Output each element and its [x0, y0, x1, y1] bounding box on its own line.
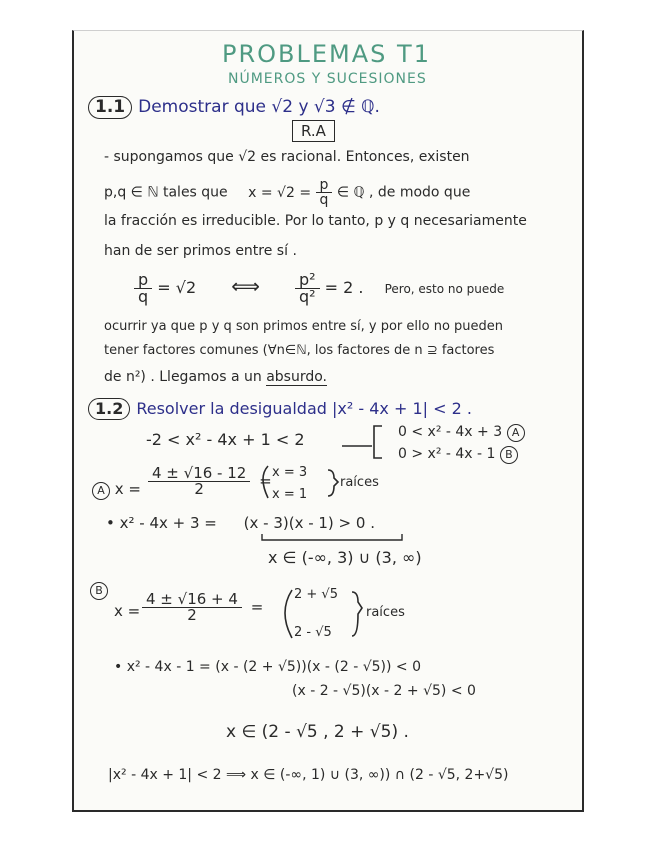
denominator: q² [298, 287, 316, 306]
inequality-chain: -2 < x² - 4x + 1 < 2 [146, 430, 305, 449]
text-fragment: de n²) . Llegamos a un [104, 369, 262, 385]
final-answer: |x² - 4x + 1| < 2 ⟹ x ∈ (-∞, 1) ∪ (3, ∞)) ∩ (2 - √5, 2+√5) [108, 767, 509, 783]
case-b-mark: B [90, 582, 108, 600]
problem-number: 1.2 [88, 398, 130, 420]
text-fragment: ∈ ℚ , de modo que [336, 184, 471, 201]
text-line: ocurrir ya que p y q son primos entre sí, y por ello no pueden [104, 319, 504, 334]
text-fragment: • x² - 4x + 3 = [106, 514, 217, 532]
equivalence-arrow: ⟺ [231, 274, 260, 298]
denominator: 2 [187, 606, 197, 624]
text-line: han de ser primos entre sí . [104, 243, 297, 259]
roots-label: raíces [340, 475, 379, 490]
case-a-mark: A [507, 424, 525, 442]
text-fragment: 0 < x² - 4x + 3 [398, 424, 503, 440]
text-fragment: = √2 [157, 278, 197, 297]
numerator: 4 ± √16 - 12 [148, 466, 250, 482]
text-line: tener factores comunes (∀n∈ℕ, los factores de n ⊇ factores [104, 343, 495, 358]
text-line: - supongamos que √2 es racional. Entonces, existen [104, 149, 470, 165]
case-a-solution: x ∈ (-∞, 3) ∪ (3, ∞) [268, 548, 422, 567]
denominator: q [138, 287, 149, 306]
text-fragment: (x - 3)(x - 1) > 0 . [243, 514, 375, 532]
comment: Pero, esto no puede [384, 282, 505, 296]
problem-number: 1.1 [88, 96, 132, 119]
page-subtitle: NÚMEROS Y SUCESIONES [228, 71, 427, 87]
numerator: p² [295, 272, 320, 289]
case-a-root: x = 1 [272, 487, 308, 502]
underlined-word: absurdo. [266, 369, 328, 385]
text-fragment: 0 > x² - 4x - 1 [398, 446, 496, 462]
problem-statement: Resolver la desigualdad |x² - 4x + 1| < 2 . [136, 399, 472, 418]
numerator: p [316, 178, 333, 193]
numerator: p [134, 272, 152, 289]
case-b-factorization: • x² - 4x - 1 = (x - (2 + √5))(x - (2 - √5)) < 0 [114, 659, 422, 675]
case-b-solution: x ∈ (2 - √5 , 2 + √5) . [226, 722, 409, 742]
denominator: 2 [194, 480, 204, 498]
text-fragment: = 2 . [324, 278, 364, 297]
case-b-mark: B [500, 446, 518, 464]
case-a-root: x = 3 [272, 465, 308, 480]
equals-sign: = [250, 598, 264, 616]
text-fragment: x = √2 = [248, 184, 312, 201]
text-fragment: x = [114, 480, 141, 498]
roots-label: raíces [366, 605, 405, 620]
equals-sign: = [259, 472, 272, 490]
case-b-x-label: x = [114, 602, 141, 620]
text-line: la fracción es irreducible. Por lo tanto, p y q necesariamente [104, 213, 527, 229]
problem-statement: Demostrar que √2 y √3 ∉ ℚ. [138, 97, 380, 117]
method-box: R.A [292, 120, 335, 142]
numerator: 4 ± √16 + 4 [142, 592, 242, 608]
page-title: PROBLEMAS T1 [222, 40, 431, 68]
case-a-mark: A [92, 482, 110, 500]
text-fragment: p,q ∈ ℕ tales que [104, 184, 228, 201]
case-b-factorization: (x - 2 - √5)(x - 2 + √5) < 0 [292, 683, 476, 699]
case-b-root: 2 + √5 [294, 587, 338, 602]
denominator: q [319, 192, 329, 208]
case-b-root: 2 - √5 [294, 625, 332, 640]
